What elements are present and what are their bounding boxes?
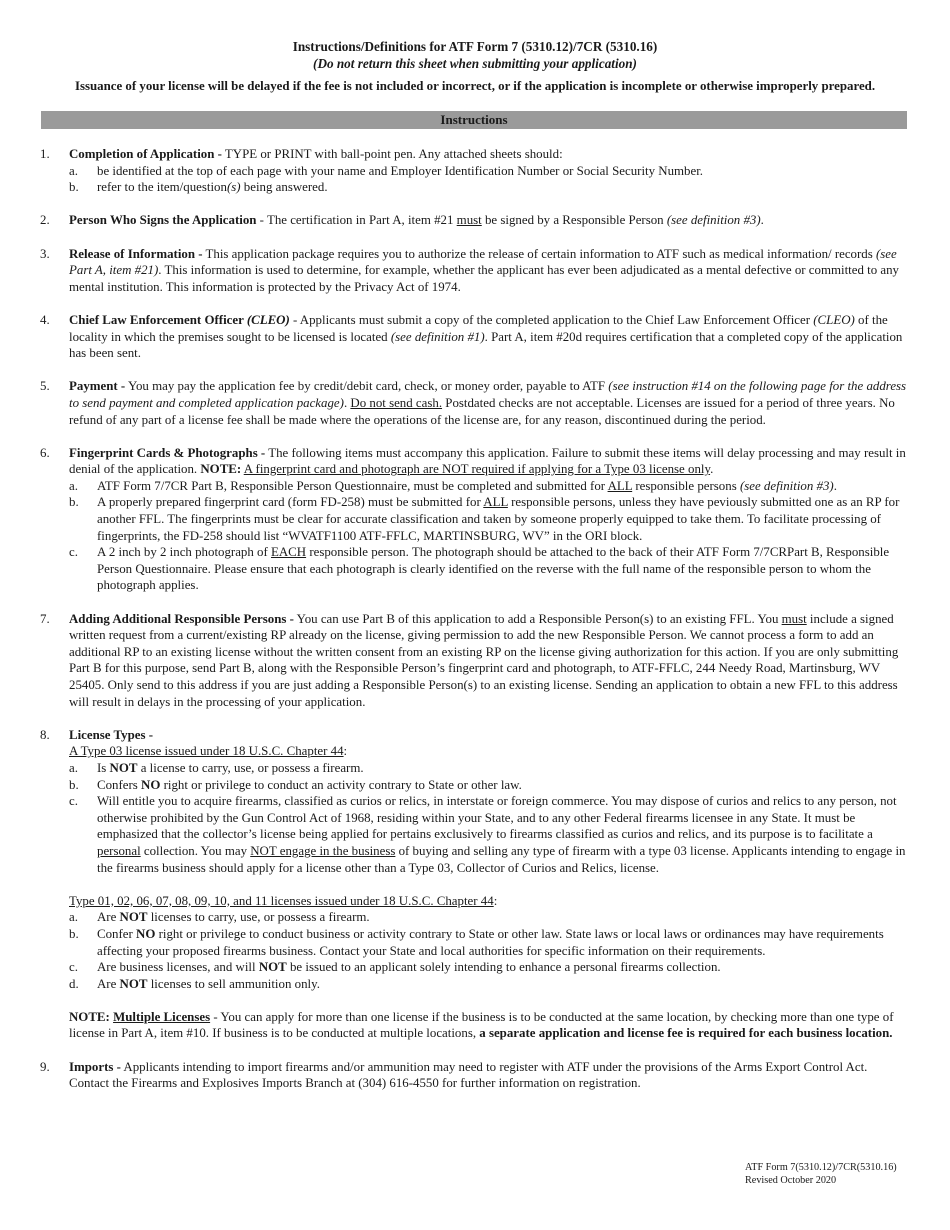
item-body: of the locality in which the premises sought to be licensed is located — [69, 312, 888, 344]
sub-letter: a. — [69, 760, 78, 775]
emphasis: NO — [141, 777, 161, 792]
item-number: 4. — [40, 312, 50, 327]
note-emphasis: a separate application and license fee is required for each business location. — [479, 1026, 893, 1041]
sub-text: A 2 inch by 2 inch photograph of — [97, 545, 271, 560]
item-body: TYPE or PRINT with ball-point pen. Any attached sheets should: — [224, 147, 563, 161]
multiple-licenses-note — [69, 1009, 908, 1042]
item-body: be signed by a Responsible Person — [481, 213, 667, 228]
sub-text: be issued to an applicant solely intending to enhance a personal firearms collection. — [286, 960, 721, 975]
sub-text: responsible persons — [632, 478, 740, 493]
sub-text: Will entitle you to acquire firearms, classified as curios or relics, in interstate or foreign commerce. You may dispose of curios and relics to any person, not otherwise prohibited by the Gun Control Act of 1968, residing within your State, and to any other Federal firearms licensee in any State. It must be emphasized that the collector’s license being applied for pertains exclusively to firearms classified as curios and relics, and its purpose is to facilitate a — [97, 794, 897, 842]
sub-item — [69, 793, 908, 876]
sub-text: of buying and selling any type of firearm with a type 03 license. Applicants intending to engage in the firearms business should apply for a license other than a Type 03, Collector of Curios and Relics, license. — [97, 843, 906, 875]
emphasis: NOT — [109, 760, 138, 775]
cross-reference: (see Part A, item #21) — [69, 246, 897, 278]
item-body: This application package requires you to authorize the release of certain information to ATF such as medical information/ records — [202, 246, 876, 261]
instruction-2 — [0, 212, 950, 229]
sub-letter: a. — [69, 163, 78, 178]
item-body: Applicants intending to import firearms and/or ammunition may need to register with ATF under the provisions of the Arms Export Control Act. Contact the Firearms and Explosives Imports Branch at (304) 616-4550 for further information on registration. — [69, 1059, 868, 1091]
item-title: Chief Law Enforcement Officer — [69, 312, 247, 327]
sub-text: A properly prepared fingerprint card (form FD-258) must be submitted for — [97, 495, 484, 510]
instruction-9 — [0, 1059, 950, 1092]
subheading-text: Type 01, 02, 06, 07, 08, 09, 10, and 11 licenses issued under 18 U.S.C. Chapter 44 — [69, 893, 494, 908]
subheading-text: A Type 03 license issued under 18 U.S.C. Chapter 44 — [69, 744, 344, 759]
item-text — [69, 611, 908, 711]
sub-letter: b. — [69, 180, 79, 195]
section-header-instructions: Instructions — [41, 111, 907, 129]
item-body: - The certification in Part A, item #21 — [256, 213, 457, 228]
revision-date: Revised October 2020 — [745, 1175, 837, 1186]
emphasis: personal — [97, 843, 141, 858]
sub-item — [69, 777, 908, 794]
item-number: 8. — [40, 727, 50, 742]
item-text — [69, 146, 908, 163]
sub-text: Are — [97, 976, 120, 991]
item-title: Payment - — [69, 379, 126, 394]
sub-letter: b. — [69, 926, 79, 941]
instruction-1 — [0, 146, 950, 196]
item-body: . — [343, 395, 351, 410]
cross-reference: (see instruction #14 on the following page for the address to send payment and completed application package) — [69, 379, 907, 410]
form-number: ATF Form 7(5310.12)/7CR(5310.16) — [745, 1162, 897, 1173]
item-text — [69, 212, 908, 229]
sub-item — [69, 926, 908, 959]
sub-letter: b. — [69, 495, 79, 510]
sub-item — [69, 544, 908, 594]
emphasis: NOT — [119, 976, 148, 991]
sub-item — [69, 163, 908, 180]
emphasis: NOT engage in the business — [250, 843, 396, 858]
item-title: Imports - — [69, 1059, 121, 1074]
item-body: include a signed written request from a current/existing RP already on the license, giving permission to add the new Responsible Person. We cannot process a form to add an additional RP to an existing license without the written consent from an existing RP on the license giving authorization for this action. If you are only submitting Part B for this purpose, send Part B, along with the Responsible Person’s fingerprint card and photograph, to ATF-FFLC, 244 Needy Road, Martinsburg, WV 25405. Only send to this address if you are just adding a Responsible Person(s) to an existing license. Sending an application to obtain a new FFL to this address will result in delays in the processing of your application. — [69, 611, 899, 709]
sub-letter: a. — [69, 478, 78, 493]
item-title: Fingerprint Cards & Photographs - — [69, 445, 266, 460]
sub-text: licenses to carry, use, or possess a firearm. — [147, 910, 370, 925]
emphasis: ALL — [483, 495, 508, 510]
item-title: (CLEO) — [246, 312, 290, 327]
emphasis: NO — [136, 926, 156, 941]
sub-item — [69, 909, 908, 926]
sub-letter: b. — [69, 777, 79, 792]
sub-text: ATF Form 7/7CR Part B, Responsible Person Questionnaire, must be completed and submitted for — [97, 478, 608, 493]
sub-text: right or privilege to conduct an activity contrary to State or other law. — [160, 777, 522, 792]
sub-item — [69, 959, 908, 976]
emphasis: NOT — [258, 960, 287, 975]
item-title: License Types - — [69, 727, 154, 742]
instruction-7 — [0, 611, 950, 711]
item-body: . This information is used to determine, for example, whether the applicant has ever been adjudicated as a mental defective or committed to any mental institution. This information is protected by the Privacy Act of 1974. — [69, 263, 899, 294]
spacer — [69, 992, 908, 1009]
item-number: 2. — [40, 213, 50, 228]
item-title: Adding Additional Responsible Persons - — [69, 611, 294, 626]
subheading-text: : — [343, 744, 348, 759]
emphasis: (CLEO) — [813, 312, 855, 327]
sub-letter: c. — [69, 794, 78, 809]
emphasis: A fingerprint card and photograph are NOT required if applying for a Type 03 license only — [243, 462, 711, 477]
sub-text: collection. You may — [140, 843, 251, 858]
cross-reference: (see definition #1) — [390, 329, 485, 344]
sub-text: being answered. — [240, 180, 328, 195]
sub-item — [69, 494, 908, 544]
item-number: 1. — [40, 147, 50, 161]
license-subheading — [69, 893, 908, 910]
item-text — [69, 1059, 908, 1092]
emphasis: EACH — [271, 545, 307, 560]
item-body: - Applicants must submit a copy of the completed application to the Chief Law Enforcement Officer — [289, 312, 814, 327]
item-body: You may pay the application fee by credit/debit card, check, or money order, payable to ATF — [125, 379, 609, 394]
note-label: NOTE: — [69, 1009, 110, 1024]
page-subtitle: (Do not return this sheet when submitting your application) — [313, 56, 637, 71]
sub-text: responsible person. The photograph should be attached to the back of their ATF Form 7/7CRPart B, Responsible Person Questionnaire. Please ensure that each photograph is clearly identified on the reverse with the full name of the responsible person to whom the photograph applies. — [97, 545, 890, 593]
sub-text: be identified at the top of each page with your name and Employer Identification Number or Social Security Number. — [97, 163, 704, 178]
sub-item — [69, 760, 908, 777]
sub-item — [69, 976, 908, 993]
sub-text: a license to carry, use, or possess a firearm. — [137, 760, 364, 775]
sub-text: Confers — [97, 777, 142, 792]
subheading-text: : — [493, 893, 498, 908]
item-text — [69, 246, 908, 296]
sub-text: (s) — [226, 180, 241, 195]
instruction-8 — [0, 727, 950, 1042]
sub-text: licenses to sell ammunition only. — [147, 976, 320, 991]
emphasis: Do not send cash. — [350, 395, 443, 410]
instructions-list — [0, 146, 950, 1108]
cross-reference: (see definition #3) — [739, 478, 834, 493]
item-number: 9. — [40, 1059, 50, 1074]
sub-text: . — [833, 478, 837, 493]
item-text — [69, 445, 908, 478]
item-number: 3. — [40, 246, 50, 261]
spacer — [69, 876, 908, 893]
item-title: Completion of Application - — [69, 147, 222, 161]
item-body: . — [710, 462, 714, 477]
form-footer — [745, 1161, 897, 1187]
emphasis: ALL — [607, 478, 633, 493]
delay-warning: Issuance of your license will be delayed if the fee is not included or incorrect, or if the application is incomplete or otherwise improperly prepared. — [74, 79, 876, 93]
emphasis: NOT — [119, 910, 148, 925]
item-body: . — [760, 213, 764, 228]
sub-letter: a. — [69, 910, 78, 925]
item-title: Release of Information - — [69, 246, 203, 261]
instruction-5 — [0, 378, 950, 428]
sub-text: Are business licenses, and will — [97, 960, 259, 975]
emphasis: must — [781, 611, 807, 626]
item-text — [69, 378, 908, 428]
item-body: The following items must accompany this application. Failure to submit these items will delay processing and may result in denial of the application. — [69, 445, 906, 477]
item-text — [69, 312, 908, 362]
sub-text: responsible persons, unless they have peviously submitted one as an RP for another FFL. The fingerprints must be clear for accurate classification and taken by someone properly equipped to take them. To facilitate processing of fingerprints, the FD-258 should list “WVATF1100 ATF-FFLC, MARTINSBURG, WV” in the ORI block. — [97, 495, 900, 543]
item-body: You can use Part B of this application to add a Responsible Person(s) to an existing FFL. You — [293, 611, 782, 626]
item-number: 5. — [40, 379, 50, 394]
page-title: Instructions/Definitions for ATF Form 7 (5310.12)/7CR (5310.16) — [292, 39, 658, 54]
sub-letter: c. — [69, 545, 78, 560]
item-title: Person Who Signs the Application — [69, 213, 257, 228]
instruction-4 — [0, 312, 950, 362]
item-number: 7. — [40, 611, 50, 626]
sub-text: refer to the item/question — [97, 180, 227, 195]
item-body: . Part A, item #20d requires certification that a completed copy of the application has been sent. — [69, 329, 903, 361]
emphasis: must — [456, 213, 482, 228]
cross-reference: (see definition #3) — [666, 213, 761, 228]
note-text: - You can apply for more than one license if the business is to be conducted at the same location, by checking more than one type of license in Part A, item #10. If business is to be conducted at multiple locations, — [69, 1009, 894, 1041]
sub-item — [69, 179, 908, 196]
item-body: Postdated checks are not acceptable. Licenses are issued for a period of three years. No refund of any part of a license fee shall be made where the operations of the license are, for any reason, discontinued during the period. — [69, 395, 895, 427]
note-heading: Multiple Licenses — [113, 1009, 211, 1024]
item-number: 6. — [40, 445, 50, 460]
sub-text: Are — [97, 910, 120, 925]
note-label: NOTE: — [200, 462, 242, 477]
sub-letter: c. — [69, 960, 78, 975]
instruction-3 — [0, 246, 950, 296]
instruction-6 — [0, 445, 950, 594]
license-subheading — [69, 743, 908, 760]
sub-text: right or privilege to conduct business or activity contrary to State or other law. State laws or local laws or ordinances may have requirements affecting your proposed firearms business. Contact your State and local authorities for specific information on their requirements. — [97, 926, 884, 958]
sub-text: Is — [97, 760, 110, 775]
sub-letter: d. — [69, 976, 79, 991]
sub-item — [69, 478, 908, 495]
sub-text: Confer — [97, 926, 137, 941]
